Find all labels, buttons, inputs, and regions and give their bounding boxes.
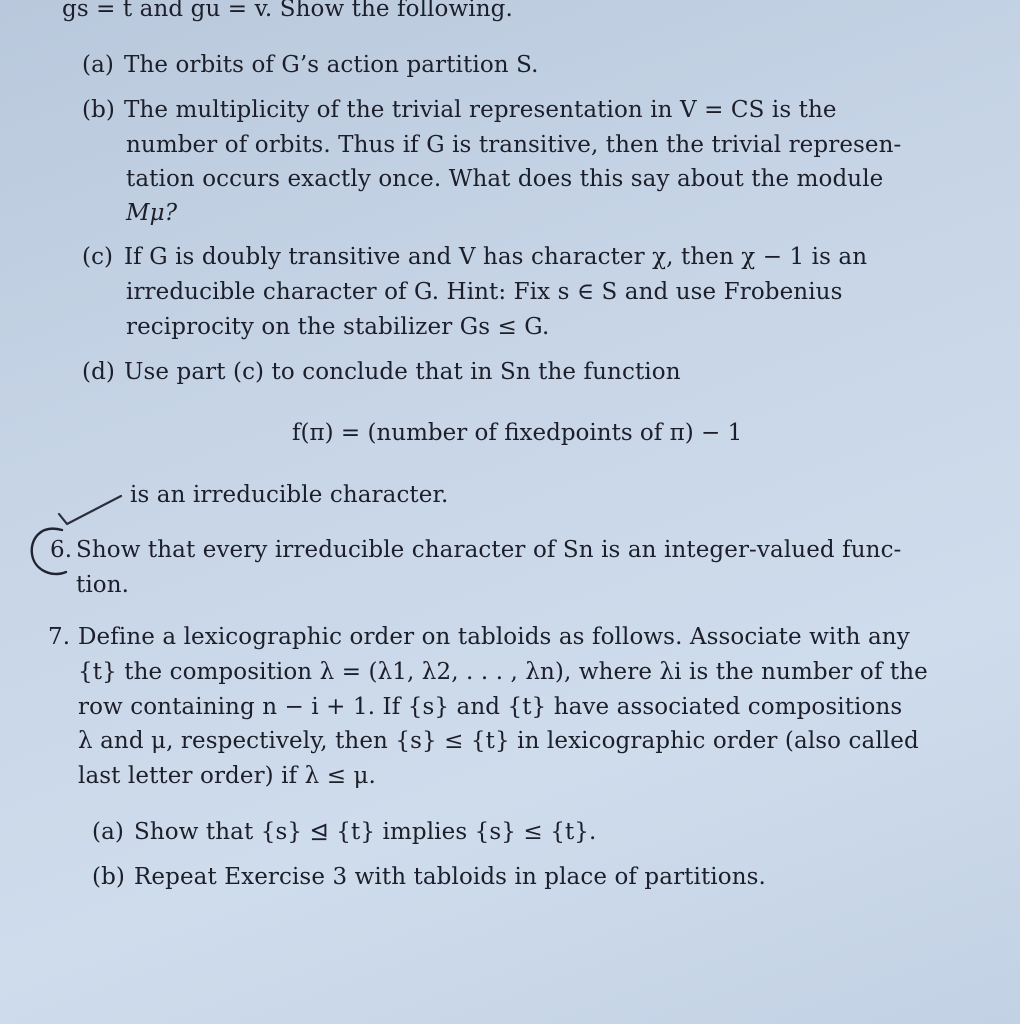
- part-d-line-1: [82, 357, 681, 387]
- exercise-7-text-1: Define a lexicographic order on tabloids as follows. Associate with any: [78, 624, 910, 650]
- part-d-formula: f(π) = (number of fixedpoints of π) − 1: [292, 420, 743, 446]
- part-c-line-1: [82, 242, 867, 272]
- part-d-after: is an irreducible character.: [130, 482, 449, 508]
- part-c-label: (c): [82, 244, 114, 270]
- exercise-6-text-1: Show that every irreducible character of Sn is an integer-valued func-: [76, 537, 902, 563]
- part-b-label: (b): [82, 97, 115, 123]
- part-b-line-3: tation occurs exactly once. What does this say about the module: [126, 166, 884, 192]
- exercise-7-part-a-text: Show that {s} ⊴ {t} implies {s} ≤ {t}.: [134, 819, 597, 845]
- exercise-6-line-1: [50, 535, 901, 565]
- exercise-6-line-2: tion.: [76, 572, 130, 598]
- part-d-label: (d): [82, 359, 115, 385]
- exercise-7-line-3: row containing n − i + 1. If {s} and {t} have associated compositions: [78, 694, 903, 720]
- exercise-7-line-5: last letter order) if λ ≤ μ.: [78, 763, 376, 789]
- part-b-line-4: Mμ?: [126, 200, 178, 226]
- exercise-7-part-b-text: Repeat Exercise 3 with tabloids in place of partitions.: [134, 864, 766, 890]
- part-a-label: (a): [82, 52, 114, 78]
- exercise-7-part-b: [92, 862, 766, 892]
- exercise-7-line-2: {t} the composition λ = (λ1, λ2, . . . , λn), where λi is the number of the: [78, 659, 928, 685]
- intro-line: gs = t and gu = v. Show the following.: [62, 0, 513, 22]
- exercise-7-part-a: [92, 817, 596, 847]
- part-b-line-2: number of orbits. Thus if G is transitive, then the trivial represen-: [126, 132, 902, 158]
- part-d-text: Use part (c) to conclude that in Sn the function: [124, 359, 681, 385]
- part-c-text-1: If G is doubly transitive and V has character χ, then χ − 1 is an: [124, 244, 868, 270]
- part-a: [82, 50, 539, 80]
- exercise-7-line-4: λ and μ, respectively, then {s} ≤ {t} in lexicographic order (also called: [78, 728, 919, 754]
- part-a-text: The orbits of G’s action partition S.: [124, 52, 539, 78]
- exercise-6-number: 6.: [50, 537, 73, 563]
- part-b-line-1: [82, 95, 837, 125]
- part-b-text-1: The multiplicity of the trivial representation in V = CS is the: [124, 97, 837, 123]
- exercise-7-part-b-label: (b): [92, 864, 125, 890]
- part-c-line-3: reciprocity on the stabilizer Gs ≤ G.: [126, 314, 550, 340]
- part-c-line-2: irreducible character of G. Hint: Fix s ∈ S and use Frobenius: [126, 279, 843, 305]
- exercise-7-part-a-label: (a): [92, 819, 124, 845]
- exercise-7-line-1: [48, 622, 910, 652]
- exercise-7-number: 7.: [48, 624, 71, 650]
- circle-annotation-icon: [22, 520, 82, 580]
